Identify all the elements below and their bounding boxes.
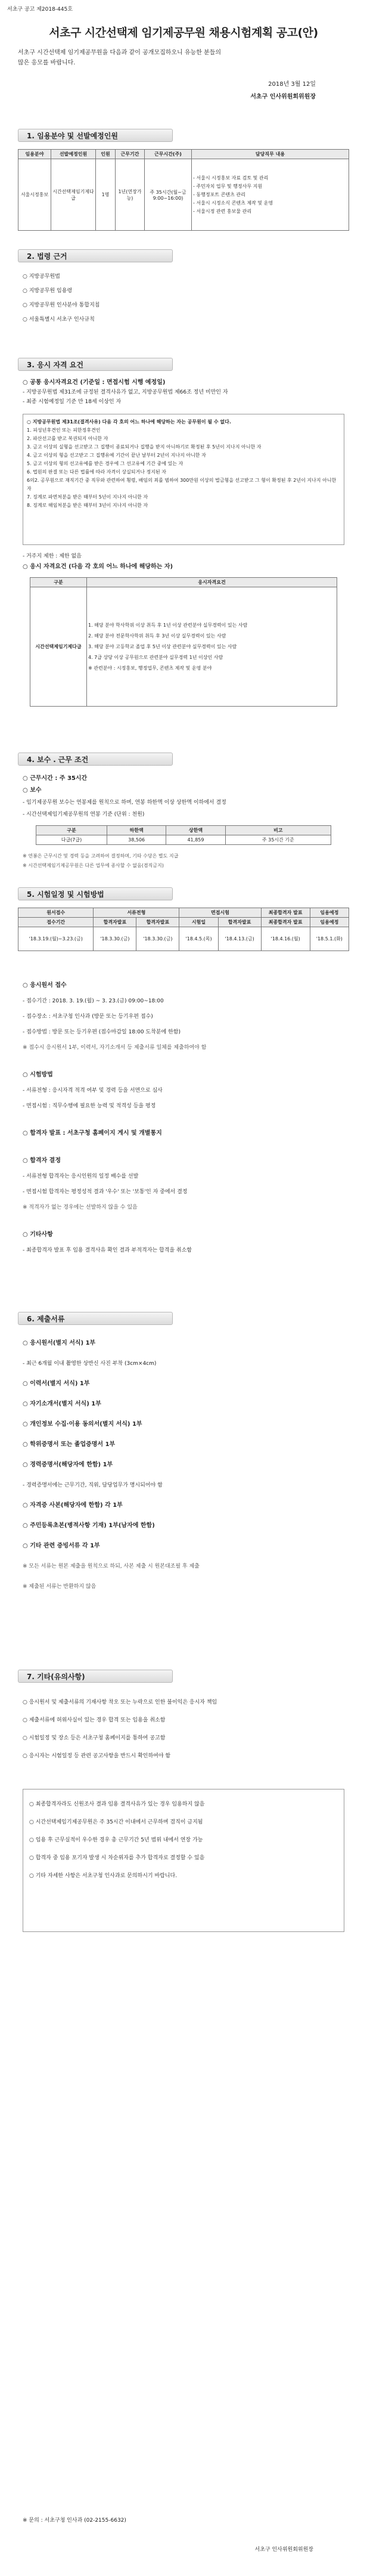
table-cell: '18.5.1.(화): [310, 927, 349, 951]
salary-list: [23, 773, 344, 821]
page-title: 서초구 시간선택제 임기제공무원 채용시험계획 공고(안): [49, 26, 318, 39]
list-item: ○ 기타사항: [23, 1231, 53, 1238]
contact-line: [23, 2516, 344, 2525]
list-item: - 면접시험 합격자는 평정성적 결과 '우수' 또는 '보통'인 자 중에서 결정: [23, 1189, 188, 1195]
header-cell: 원서접수: [18, 908, 94, 918]
exam-method-list: [23, 978, 344, 1258]
list-item: ○ 지방공무원 인사분야 통합지침: [23, 302, 100, 308]
list-item: 2. 파산선고를 받고 복권되지 아니한 자: [27, 436, 108, 441]
qualification-table: [30, 577, 337, 707]
list-item: ○ 응시원서 및 제출서류의 기재사항 착오 또는 누락으로 인한 불이익은 응시자 책임: [23, 1699, 217, 1705]
list-item: ○ 응시 자격요건 (다음 각 호의 어느 하나에 해당하는 자): [23, 564, 173, 570]
list-item: ○ 지방공무원법: [23, 274, 60, 280]
table-header-row: [36, 826, 331, 835]
list-item: - 거주지 제한 : 제한 없음: [23, 553, 82, 559]
table-cell: 38,506: [107, 835, 166, 845]
list-item: ○ 응시자는 시험일정 등 관련 공고사항을 반드시 확인하여야 함: [23, 1753, 171, 1759]
header-cell: 구분: [36, 826, 107, 835]
intro-line: 많은 응모를 바랍니다.: [18, 60, 76, 66]
schedule-table: [18, 908, 349, 951]
list-item: ○ 자기소개서(별지 서식) 1부: [23, 1401, 101, 1407]
list-item: - 최종합격자 발표 후 임용 결격사유 확인 결과 부적격자는 합격을 취소함: [23, 1247, 192, 1253]
list-item: 1. 피성년후견인 또는 피한정후견인: [27, 428, 101, 433]
list-item: 6의2. 공무원으로 재직기간 중 직무와 관련하여 횡령, 배임의 죄를 범하여 300만원 이상의 벌금형을 선고받고 그 형이 확정된 후 2년이 지나지 아니한 자: [27, 478, 337, 491]
section-2-header: 2. 법령 근거: [18, 249, 173, 262]
list-item: ※ 접수시 응시원서 1부, 이력서, 자기소개서 등 제출서류 일체를 제출하여야 함: [23, 1045, 207, 1051]
law-list: [23, 270, 344, 327]
intro-line: 서초구 시간선택제 임기제공무원을 다음과 같이 공개모집하오니 유능한 분들의: [18, 49, 222, 56]
note-item: ※ 시간선택제임기제공무원은 다른 업무에 종사할 수 없음(겸직금지): [23, 863, 164, 868]
list-item: - 최근 6개월 이내 촬영한 상반신 사진 부착 (3cm×4cm): [23, 1361, 157, 1367]
header-cell: 접수기간: [18, 918, 94, 927]
section-6-header: 6. 제출서류: [18, 1312, 173, 1325]
list-item: ○ 지방공무원 임용령: [23, 288, 73, 294]
list-item: ○ 경력증명서(해당자에 한함) 1부: [23, 1462, 113, 1468]
header-cell: 구분: [30, 578, 87, 587]
list-item: ○ 응시원서 접수: [23, 982, 67, 989]
qualification-item: 1. 해당 분야 학사학위 이상 취득 후 1년 이상 관련분야 실무경력이 있는 사람: [88, 622, 248, 628]
table-row: [36, 835, 331, 845]
table-cell: '18.3.30.(금): [136, 927, 179, 951]
table-cell: '18.4.5.(목): [179, 927, 218, 951]
qualification-item: 3. 해당 분야 고등학교 졸업 후 5년 이상 관련분야 실무경력이 있는 사람: [88, 643, 237, 649]
table-row: [30, 587, 337, 707]
list-item: - 지방공무원법 제31조에 규정된 결격사유가 없고, 지방공무원법 제66조 정년 미만인 자: [23, 389, 228, 395]
table-cell: 시간선택제임기제다급: [51, 159, 96, 231]
list-item: 7. 징계로 파면처분을 받은 때부터 5년이 지나지 아니한 자: [27, 494, 148, 500]
notice-box: [23, 1789, 344, 1932]
section-4-header: 4. 보수 ․ 근무 조건: [18, 753, 173, 766]
documents-list: [23, 1333, 344, 1597]
header-cell: 합격자발표: [94, 918, 136, 927]
header-cell: 임용분야: [18, 150, 51, 159]
table-cell: 서울시정홍보: [18, 159, 51, 231]
header-cell: 상한액: [166, 826, 225, 835]
list-item: ○ 지방공무원법 제31조(결격사유) 다음 각 호의 어느 하나에 해당하는 자는 공무원이 될 수 없다.: [27, 419, 231, 425]
table-cell: 시간선택제임기제다급: [30, 587, 87, 707]
list-item: ○ 공통 응시자격요건 (기준일 : 면접시험 시행 예정일): [23, 379, 166, 386]
qualification-item: ※ 관련분야 : 시정홍보, 행정업무, 콘텐츠 제작 및 운영 분야: [88, 665, 212, 671]
header-cell: 최종합격자 발표: [261, 908, 310, 918]
list-item: - 경력증명서에는 근무기간, 직위, 담당업무가 명시되어야 함: [23, 1482, 163, 1488]
list-item: ○ 이력서(별지 서식) 1부: [23, 1380, 90, 1387]
notes-list: [23, 1693, 344, 1765]
list-item: ※ 제출된 서류는 반환하지 않음: [23, 1584, 97, 1590]
table-cell: 주 35시간(월~금 9:00~16:00): [145, 159, 192, 231]
table-cell: - 서울시 시정홍보 자료 검토 및 관리 - 주민자치 업무 및 행정사무 지원 - 동행정포트 콘텐츠 관리 - 서울시 시정소식 콘텐츠 제작 및 운영 - 서울시정 관련 홍보물 관리: [192, 159, 349, 231]
list-item: 6. 법원의 판결 또는 다른 법률에 따라 자격이 상실되거나 정지된 자: [27, 469, 166, 475]
list-item: ※ 적격자가 없는 경우에는 선발하지 않을 수 있음: [23, 1205, 138, 1210]
table-row: [18, 927, 349, 951]
header-cell: 선발예정인원: [51, 150, 96, 159]
list-item: 4. 금고 이상의 형을 선고받고 그 집행유예 기간이 끝난 날부터 2년이 지나지 아니한 자: [27, 453, 206, 458]
list-item: - 접수장소 : 서초구청 인사과 (방문 또는 등기우편 접수): [23, 1014, 153, 1020]
list-item: - 서류전형 : 응시자격 적격 여부 및 경력 등을 서면으로 심사: [23, 1088, 163, 1094]
header-cell: 면접시험: [179, 908, 261, 918]
intro-text: [18, 48, 349, 68]
section-7-header: 7. 기타(유의사항): [18, 1670, 173, 1683]
table-header-row: [18, 908, 349, 918]
list-item: ○ 자격증 사본(해당자에 한함) 각 1부: [23, 1502, 123, 1509]
list-item: ○ 기타 관련 증빙서류 각 1부: [23, 1543, 100, 1549]
list-item: ○ 최종합격자라도 신원조사 결과 임용 결격사유가 있는 경우 임용하지 않음: [29, 1801, 205, 1807]
table-cell: '18.3.19.(월)~3.23.(금): [18, 927, 94, 951]
header-cell: 서류전형: [94, 908, 179, 918]
notice-date: 2018년 3월 12일: [268, 81, 316, 88]
header-cell: 최종합격자 발표: [261, 918, 310, 927]
list-item: 5. 금고 이상의 형의 선고유예를 받은 경우에 그 선고유예 기간 중에 있는 자: [27, 461, 184, 466]
disqualification-box: [23, 414, 344, 545]
header-cell: 근무시간(주): [145, 150, 192, 159]
contact-text: ※ 문의 : 서초구청 인사과 (02-2155-6632): [23, 2518, 126, 2524]
table-row: [18, 159, 349, 231]
table-cell: 다급(7급): [36, 835, 107, 845]
list-item: ○ 기타 자세한 사항은 서초구청 인사과로 문의하시기 바랍니다.: [29, 1873, 178, 1879]
list-item: 8. 징계로 해임처분을 받은 때부터 3년이 지나지 아니한 자: [27, 503, 148, 508]
section-5-header: 5. 시험일정 및 시험방법: [18, 887, 173, 900]
header-cell: 인원: [96, 150, 116, 159]
list-item: ○ 시험방법: [23, 1072, 53, 1078]
qualification-item: 4. 7급 상당 이상 공무원으로 관련분야 실무경력 1년 이상인 사람: [88, 654, 223, 660]
salary-notes: [23, 852, 344, 871]
header-cell: 시험일: [179, 918, 218, 927]
list-item: - 접수기간 : 2018. 3. 19.(월) ~ 3. 23.(금) 09:00~18:00: [23, 998, 164, 1004]
list-item: ○ 시간선택제임기제공무원은 주 35시간 이내에서 근무하며 겸직이 금지됨: [29, 1819, 203, 1825]
list-item: ○ 학위증명서 또는 졸업증명서 1부: [23, 1441, 116, 1448]
list-item: ○ 응시원서(별지 서식) 1부: [23, 1340, 96, 1346]
table-cell: 41,859: [166, 835, 225, 845]
section-3-header: 3. 응시 자격 요건: [18, 358, 173, 371]
recruitment-table: [18, 149, 349, 231]
list-item: ○ 합격자 발표 : 서초구청 홈페이지 게시 및 개별통지: [23, 1130, 162, 1137]
list-item: ○ 근무시간 : 주 35시간: [23, 775, 88, 782]
header-cell: 근무기간: [116, 150, 145, 159]
signer: 서초구 인사위원회위원장: [250, 94, 316, 100]
list-item: ○ 합격자 결정: [23, 1157, 61, 1164]
table-cell: 1년(연장가능): [116, 159, 145, 231]
list-item: ○ 주민등록초본(병적사항 기재) 1부(남자에 한함): [23, 1522, 155, 1529]
qualification-list: [23, 378, 344, 407]
salary-table: [36, 825, 331, 845]
section-1-header: 1. 임용분야 및 선발예정인원: [18, 129, 173, 142]
header-cell: 합격자발표: [136, 918, 179, 927]
qualification-list-2: [23, 551, 344, 572]
list-item: ※ 모든 서류는 원본 제출을 원칙으로 하되, 사본 제출 시 원본대조필 후 제출: [23, 1563, 200, 1569]
header-cell: 하한액: [107, 826, 166, 835]
list-item: - 서류전형 합격자는 응시인원의 일정 배수를 선발: [23, 1174, 139, 1179]
header-cell: 담당직무 내용: [192, 150, 349, 159]
table-cell: 주 35시간 기준: [225, 835, 331, 845]
qualification-item: 2. 해당 분야 전문학사학위 취득 후 3년 이상 실무경력이 있는 사람: [88, 633, 226, 639]
table-header-row: [30, 578, 337, 587]
list-item: - 시간선택제임기제공무원의 연봉 기준 (단위 : 천원): [23, 812, 145, 818]
list-item: ○ 임용 후 근무실적이 우수한 경우 총 근무기간 5년 범위 내에서 연장 가능: [29, 1837, 203, 1843]
note-item: ※ 연봉은 근무시간 및 경력 등을 고려하여 결정하며, 기타 수당은 별도 지급: [23, 853, 179, 859]
table-cell: 1명: [96, 159, 116, 231]
table-header-row: [18, 150, 349, 159]
table-cell: [87, 587, 337, 707]
list-item: - 면접시험 : 직무수행에 필요한 능력 및 적격성 등을 평정: [23, 1103, 156, 1109]
table-cell: '18.4.13.(금): [218, 927, 261, 951]
header-cell: 비고: [225, 826, 331, 835]
list-item: ○ 보수: [23, 787, 42, 794]
list-item: ○ 시험일정 및 장소 등은 서초구청 홈페이지를 통하여 공고함: [23, 1735, 166, 1741]
list-item: 3. 금고 이상의 실형을 선고받고 그 집행이 종료되거나 집행을 받지 아니하기로 확정된 후 5년이 지나지 아니한 자: [27, 444, 262, 450]
notice-number: 서초구 공고 제2018-445호: [7, 7, 73, 13]
table-subheader-row: [18, 918, 349, 927]
header-cell: 임용예정: [310, 918, 349, 927]
header-cell: 합격자발표: [218, 918, 261, 927]
list-item: - 임기제공무원 보수는 연봉제를 원칙으로 하며, 연봉 하한액 이상 상한액 이하에서 결정: [23, 800, 226, 806]
table-cell: '18.3.30.(금): [94, 927, 136, 951]
header-cell: 응시자격요건: [87, 578, 337, 587]
footer-signer: 서초구 인사위원회위원장: [254, 2547, 313, 2553]
list-item: ○ 합격자 중 임용 포기자 발생 시 차순위자를 추가 합격자로 결정할 수 있음: [29, 1855, 205, 1861]
list-item: ○ 제출서류에 허위사실이 있는 경우 합격 또는 임용을 취소함: [23, 1717, 166, 1723]
table-cell: '18.4.16.(월): [261, 927, 310, 951]
header-cell: 임용예정: [310, 908, 349, 918]
list-item: - 접수방법 : 방문 또는 등기우편 (접수마감일 18:00 도착분에 한함): [23, 1029, 181, 1035]
list-item: - 최종 시험예정일 기준 만 18세 이상인 자: [23, 399, 122, 405]
list-item: ○ 개인정보 수집·이용 동의서(별지 서식) 1부: [23, 1421, 142, 1428]
list-item: ○ 서울특별시 서초구 인사규칙: [23, 317, 95, 323]
